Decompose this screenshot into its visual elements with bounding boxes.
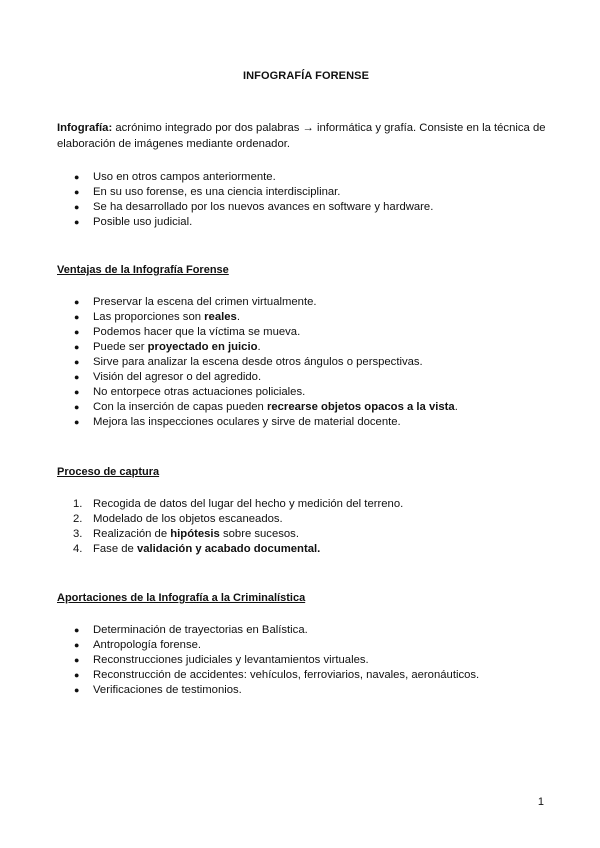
list-item: ● Se ha desarrollado por los nuevos avances en software y hardware. (57, 200, 547, 215)
list-item: ● Sirve para analizar la escena desde otros ángulos o perspectivas. (57, 355, 547, 370)
document-title: INFOGRAFÍA FORENSE (242, 70, 370, 82)
list-item: 4. Fase de validación y acabado documental. (73, 543, 321, 555)
intro-text: acrónimo integrado por dos palabras → informática y grafía. Consiste en la técnica de elaboración de imágenes mediante ordenador. (57, 122, 546, 150)
list-item: ● Reconstrucción de accidentes: vehículos, ferroviarios, navales, aeronáuticos. (57, 668, 547, 683)
intro-paragraph (57, 120, 547, 152)
intro-term: Infografía: (57, 122, 113, 134)
section-heading-aportaciones: Aportaciones de la Infografía a la Criminalística (57, 592, 306, 604)
proceso-list (57, 497, 547, 557)
list-item: ● Verificaciones de testimonios. (57, 683, 547, 698)
list-item: 2. Modelado de los objetos escaneados. (73, 513, 283, 525)
intro-list (57, 170, 547, 230)
section-heading-ventajas: Ventajas de la Infografía Forense (57, 264, 229, 276)
list-item: ● Podemos hacer que la víctima se mueva. (57, 325, 547, 340)
list-item: ● Preservar la escena del crimen virtualmente. (57, 295, 547, 310)
section-heading-proceso: Proceso de captura (57, 466, 160, 478)
document-page (57, 70, 547, 698)
list-item: ● Uso en otros campos anteriormente. (57, 170, 547, 185)
list-item: ● Con la inserción de capas pueden recrearse objetos opacos a la vista. (57, 400, 547, 415)
aportaciones-list (57, 623, 547, 698)
list-item: ● Determinación de trayectorias en Balística. (57, 623, 547, 638)
list-item: ● Mejora las inspecciones oculares y sirve de material docente. (57, 415, 547, 430)
list-item: ● En su uso forense, es una ciencia interdisciplinar. (57, 185, 547, 200)
page-number: 1 (537, 796, 544, 808)
list-item: ● No entorpece otras actuaciones policiales. (57, 385, 547, 400)
list-item: ● Las proporciones son reales. (57, 310, 547, 325)
list-item: ● Visión del agresor o del agredido. (57, 370, 547, 385)
list-item: ● Reconstrucciones judiciales y levantamientos virtuales. (57, 653, 547, 668)
list-item: 3. Realización de hipótesis sobre sucesos. (73, 528, 299, 540)
list-item: ● Posible uso judicial. (57, 215, 547, 230)
list-item: ● Antropología forense. (57, 638, 547, 653)
list-item: 1. Recogida de datos del lugar del hecho y medición del terreno. (73, 498, 404, 510)
ventajas-list (57, 295, 547, 430)
list-item: ● Puede ser proyectado en juicio. (57, 340, 547, 355)
